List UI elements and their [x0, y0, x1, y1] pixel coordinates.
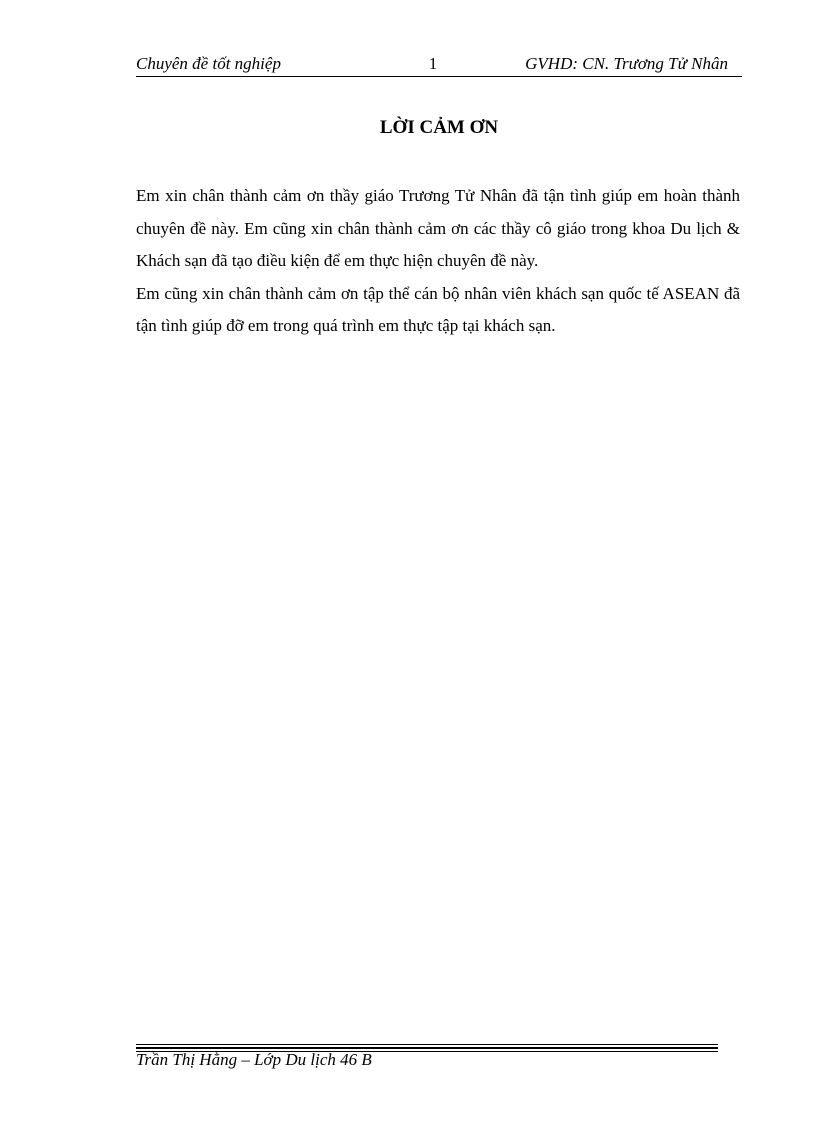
page-title: LỜI CẢM ƠN [379, 117, 499, 138]
footer-rule [136, 1044, 718, 1045]
paragraph: Em xin chân thành cảm ơn thầy giáo Trương Tử Nhân đã tận tình giúp em hoàn thành chuyên đề này. Em cũng xin chân thành cảm ơn các thầy cô giáo trong khoa Du lịch & Khách sạn đã tạo điều kiện để em thực hiện chuyên đề này. [136, 186, 740, 270]
footer-rule [136, 1047, 718, 1049]
header-supervisor: GVHD: CN. Trương Tử Nhân [525, 54, 728, 73]
page-footer: Trần Thị Hằng – Lớp Du lịch 46 B [136, 1050, 372, 1069]
header-document-type: Chuyên đề tốt nghiệp [136, 54, 281, 73]
paragraph: Em cũng xin chân thành cảm ơn tập thể cán bộ nhân viên khách sạn quốc tế ASEAN đã tận tình giúp đỡ em trong quá trình em thực tập tại khách sạn. [136, 283, 740, 335]
acknowledgement-text [136, 180, 740, 343]
page-number: 1 [428, 54, 438, 73]
page-header [136, 54, 742, 77]
